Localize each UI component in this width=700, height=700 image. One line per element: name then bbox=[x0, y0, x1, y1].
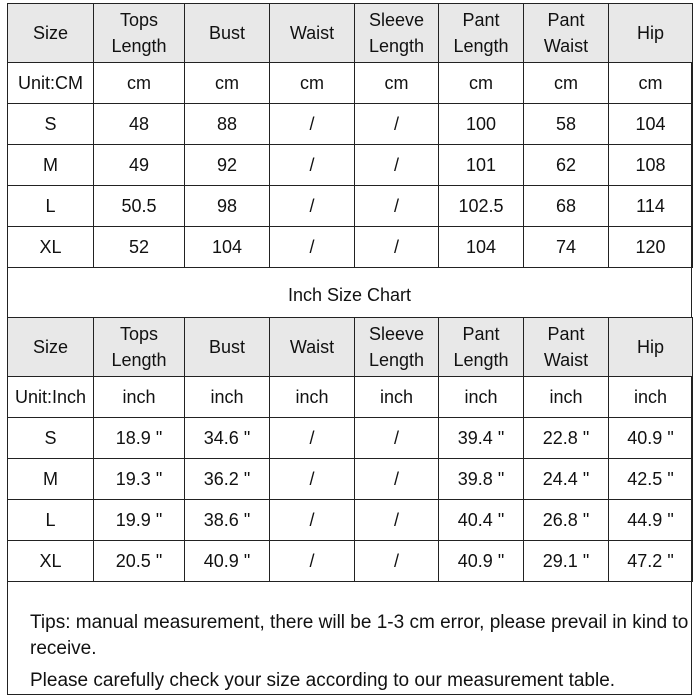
table-cell: 39.8 " bbox=[439, 459, 524, 500]
row-label: XL bbox=[8, 227, 94, 268]
column-header: Sleeve Length bbox=[355, 318, 439, 377]
table-row bbox=[8, 145, 693, 186]
column-header: Hip bbox=[609, 318, 693, 377]
table-cell: inch bbox=[439, 377, 524, 418]
table-cell: 104 bbox=[439, 227, 524, 268]
table-cell: / bbox=[355, 500, 439, 541]
row-label: M bbox=[8, 145, 94, 186]
table-row bbox=[8, 459, 693, 500]
table-row bbox=[8, 186, 693, 227]
table-row bbox=[8, 104, 693, 145]
table-cell: cm bbox=[609, 63, 693, 104]
table-cell: 114 bbox=[609, 186, 693, 227]
table-cell: 58 bbox=[524, 104, 609, 145]
table-cell: 98 bbox=[185, 186, 270, 227]
table-row bbox=[8, 541, 693, 582]
table-cell: inch bbox=[524, 377, 609, 418]
table-cell: 40.9 " bbox=[185, 541, 270, 582]
table-cell: cm bbox=[524, 63, 609, 104]
column-header: Pant Length bbox=[439, 318, 524, 377]
table-cell: / bbox=[355, 227, 439, 268]
table-cell: inch bbox=[185, 377, 270, 418]
header-row bbox=[8, 4, 693, 63]
table-cell: 88 bbox=[185, 104, 270, 145]
table-cell: 29.1 " bbox=[524, 541, 609, 582]
table-cell: inch bbox=[94, 377, 185, 418]
table-cell: 52 bbox=[94, 227, 185, 268]
table-cell: 24.4 " bbox=[524, 459, 609, 500]
table-cell: / bbox=[270, 500, 355, 541]
table-cell: 39.4 " bbox=[439, 418, 524, 459]
table-cell: 104 bbox=[185, 227, 270, 268]
table-cell: cm bbox=[94, 63, 185, 104]
table-cell: 36.2 " bbox=[185, 459, 270, 500]
row-label: L bbox=[8, 500, 94, 541]
table-cell: / bbox=[355, 541, 439, 582]
table-cell: / bbox=[270, 145, 355, 186]
table-cell: / bbox=[270, 541, 355, 582]
table-cell: 101 bbox=[439, 145, 524, 186]
column-header: Pant Length bbox=[439, 4, 524, 63]
column-header: Pant Waist bbox=[524, 318, 609, 377]
table-cell: inch bbox=[609, 377, 693, 418]
table-cell: cm bbox=[270, 63, 355, 104]
row-label: S bbox=[8, 418, 94, 459]
table-cell: inch bbox=[270, 377, 355, 418]
table-cell: 48 bbox=[94, 104, 185, 145]
table-cell: 42.5 " bbox=[609, 459, 693, 500]
table-cell: 47.2 " bbox=[609, 541, 693, 582]
column-header: Waist bbox=[270, 318, 355, 377]
column-header: Size bbox=[8, 318, 94, 377]
header-row bbox=[8, 318, 693, 377]
table-cell: / bbox=[355, 459, 439, 500]
table-cell: / bbox=[355, 104, 439, 145]
cm-size-table bbox=[7, 3, 693, 268]
table-cell: 40.9 " bbox=[609, 418, 693, 459]
table-cell: 40.4 " bbox=[439, 500, 524, 541]
table-cell: / bbox=[270, 459, 355, 500]
column-header: Tops Length bbox=[94, 318, 185, 377]
table-cell: cm bbox=[185, 63, 270, 104]
table-row bbox=[8, 63, 693, 104]
table-cell: 104 bbox=[609, 104, 693, 145]
column-header: Waist bbox=[270, 4, 355, 63]
column-header: Size bbox=[8, 4, 94, 63]
table-cell: / bbox=[355, 418, 439, 459]
table-cell: 102.5 bbox=[439, 186, 524, 227]
row-label: XL bbox=[8, 541, 94, 582]
table-cell: 49 bbox=[94, 145, 185, 186]
row-label: S bbox=[8, 104, 94, 145]
table-cell: cm bbox=[439, 63, 524, 104]
row-label: L bbox=[8, 186, 94, 227]
table-row bbox=[8, 418, 693, 459]
table-cell: 34.6 " bbox=[185, 418, 270, 459]
column-header: Hip bbox=[609, 4, 693, 63]
column-header: Bust bbox=[185, 4, 270, 63]
column-header: Sleeve Length bbox=[355, 4, 439, 63]
row-label: M bbox=[8, 459, 94, 500]
measurement-tips bbox=[30, 610, 692, 700]
table-row bbox=[8, 500, 693, 541]
row-label: Unit:CM bbox=[8, 63, 94, 104]
column-header: Tops Length bbox=[94, 4, 185, 63]
table-cell: 40.9 " bbox=[439, 541, 524, 582]
table-cell: / bbox=[270, 104, 355, 145]
table-cell: / bbox=[270, 186, 355, 227]
table-cell: 100 bbox=[439, 104, 524, 145]
table-cell: 92 bbox=[185, 145, 270, 186]
row-label: Unit:Inch bbox=[8, 377, 94, 418]
table-cell: 19.9 " bbox=[94, 500, 185, 541]
table-cell: 50.5 bbox=[94, 186, 185, 227]
table-cell: 44.9 " bbox=[609, 500, 693, 541]
column-header: Bust bbox=[185, 318, 270, 377]
table-cell: 38.6 " bbox=[185, 500, 270, 541]
table-row bbox=[8, 377, 693, 418]
table-cell: cm bbox=[355, 63, 439, 104]
table-cell: / bbox=[270, 418, 355, 459]
table-cell: 74 bbox=[524, 227, 609, 268]
table-cell: 19.3 " bbox=[94, 459, 185, 500]
table-cell: 68 bbox=[524, 186, 609, 227]
table-cell: inch bbox=[355, 377, 439, 418]
inch-size-table bbox=[7, 317, 693, 582]
table-cell: 62 bbox=[524, 145, 609, 186]
column-header: Pant Waist bbox=[524, 4, 609, 63]
table-cell: / bbox=[355, 186, 439, 227]
table-cell: 20.5 " bbox=[94, 541, 185, 582]
table-cell: 22.8 " bbox=[524, 418, 609, 459]
tips-line-2: Please carefully check your size according to our measurement table. bbox=[30, 670, 616, 691]
table-cell: 18.9 " bbox=[94, 418, 185, 459]
inch-chart-caption: Inch Size Chart bbox=[287, 285, 412, 305]
tips-line-1: Tips: manual measurement, there will be 1-3 cm error, please prevail in kind to receive. bbox=[30, 612, 689, 659]
table-cell: 108 bbox=[609, 145, 693, 186]
table-cell: 26.8 " bbox=[524, 500, 609, 541]
table-cell: 120 bbox=[609, 227, 693, 268]
table-cell: / bbox=[355, 145, 439, 186]
table-row bbox=[8, 227, 693, 268]
table-cell: / bbox=[270, 227, 355, 268]
